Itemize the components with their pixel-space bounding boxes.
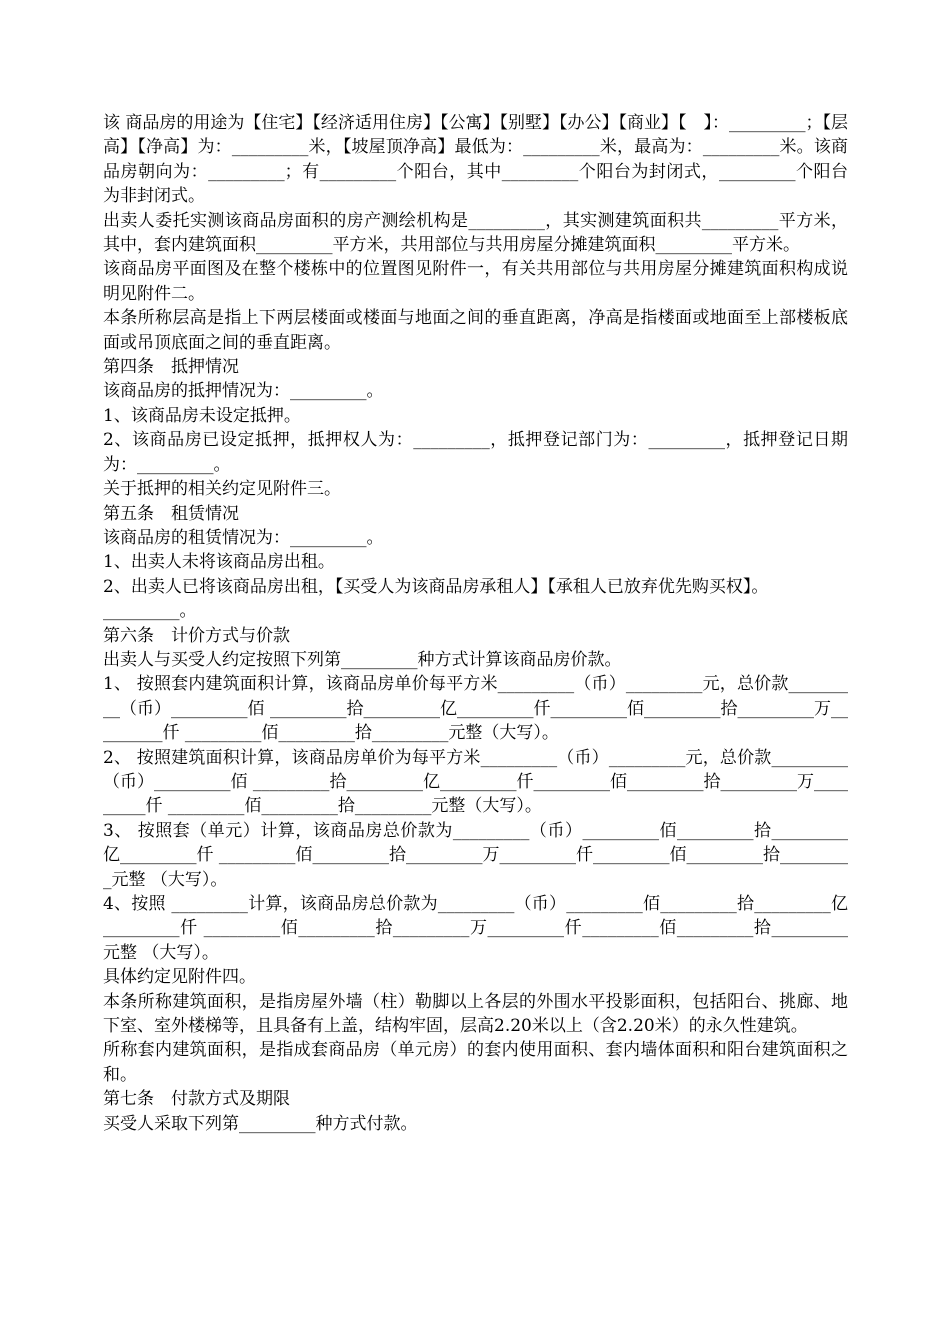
paragraph-mortgage-option-1: 1、该商品房未设定抵押。 xyxy=(103,405,301,426)
paragraph-lease-option-1: 1、出卖人未将该商品房出租。 xyxy=(103,552,335,573)
contract-page xyxy=(103,111,854,1136)
article-4-heading: 第四条 抵押情况 xyxy=(103,357,239,378)
paragraph-mortgage-annex: 关于抵押的相关约定见附件三。 xyxy=(103,479,341,500)
paragraph-pricing-method: 出卖人与买受人约定按照下列第_________种方式计算该商品房价款。 xyxy=(103,649,622,670)
paragraph-height-definition: 本条所称层高是指上下两层楼面或楼面与地面之间的垂直距离，净高是指楼面或地面至上部楼板底面或吊顶底面之间的垂直距离。 xyxy=(103,308,848,353)
paragraph-lease-option-2: 2、出卖人已将该商品房出租，【买受人为该商品房承租人】【承租人已放弃优先购买权】。 xyxy=(103,576,769,597)
article-7-heading: 第七条 付款方式及期限 xyxy=(103,1089,290,1110)
paragraph-payment-method: 买受人采取下列第_________种方式付款。 xyxy=(103,1113,418,1134)
paragraph-area-definition: 本条所称建筑面积，是指房屋外墙（柱）勒脚以上各层的外围水平投影面积，包括阳台、挑廊、地下室、室外楼梯等，且具备有上盖，结构牢固，层高2.20米以上（含2.20米）的永久性建筑。 xyxy=(103,991,848,1037)
paragraph-usage: 该 商品房的用途为【住宅】【经济适用住房】【公寓】【别墅】【办公】【商业】【 】：_________；【层高】【净高】为：_________米，【坡屋顶净高】最低为：_________米，最高为：_________米。该商 品房朝向为：_________；有_________个阳台，其中_________个阳台为封闭式，_________个阳台为非封闭式。 xyxy=(103,113,854,207)
article-6-heading: 第六条 计价方式与价款 xyxy=(103,625,290,646)
paragraph-mortgage-status: 该商品房的抵押情况为：_________。 xyxy=(103,381,384,402)
paragraph-pricing-option-1: 1、 按照套内建筑面积计算，该商品房单价每平方米_________（币）_________元，总价款_________（币）_________佰 _________拾_________亿_________仟_________佰_________拾_________万_________仟 _________佰_________拾_________元整（大写）。 xyxy=(103,674,848,744)
paragraph-pricing-annex: 具体约定见附件四。 xyxy=(103,967,256,988)
paragraph-floorplan: 该商品房平面图及在整个楼栋中的位置图见附件一，有关共用部位与共用房屋分摊建筑面积构成说明见附件二。 xyxy=(103,259,848,304)
paragraph-inner-area-definition: 所称套内建筑面积，是指成套商品房（单元房）的套内使用面积、套内墙体面积和阳台建筑面积之和。 xyxy=(103,1040,848,1085)
paragraph-survey: 出卖人委托实测该商品房面积的房产测绘机构是_________，其实测建筑面积共_________平方米，其中，套内建筑面积_________平方米，共用部位与共用房屋分摊建筑面积_________平方米。 xyxy=(103,210,848,256)
paragraph-pricing-option-4: 4、按照 _________计算，该商品房总价款为_________（币）_________佰_________拾_________亿_________仟 _________佰_________拾_________万_________仟_________佰_________拾_________元整 （大写）。 xyxy=(103,894,848,963)
paragraph-lease-status: 该商品房的租赁情况为：_________。 xyxy=(103,527,384,548)
paragraph-pricing-option-3: 3、 按照套（单元）计算，该商品房总价款为_________（币）_________佰_________拾_________亿_________仟 _________佰_________拾_________万_________仟_________佰_________拾_________元整 （大写）。 xyxy=(103,820,848,890)
paragraph-lease-blank: _________。 xyxy=(103,601,197,622)
paragraph-pricing-option-2: 2、 按照建筑面积计算，该商品房单价为每平方米_________（币）_________元，总价款_________（币）_________佰 _________拾_________亿_________仟_________佰_________拾_________万_________仟 _________佰_________拾_________元整（大写）。 xyxy=(103,747,848,817)
article-5-heading: 第五条 租赁情况 xyxy=(103,503,239,524)
paragraph-mortgage-option-2: 2、该商品房已设定抵押，抵押权人为：_________，抵押登记部门为：_________，抵押登记日期为：_________。 xyxy=(103,430,848,475)
